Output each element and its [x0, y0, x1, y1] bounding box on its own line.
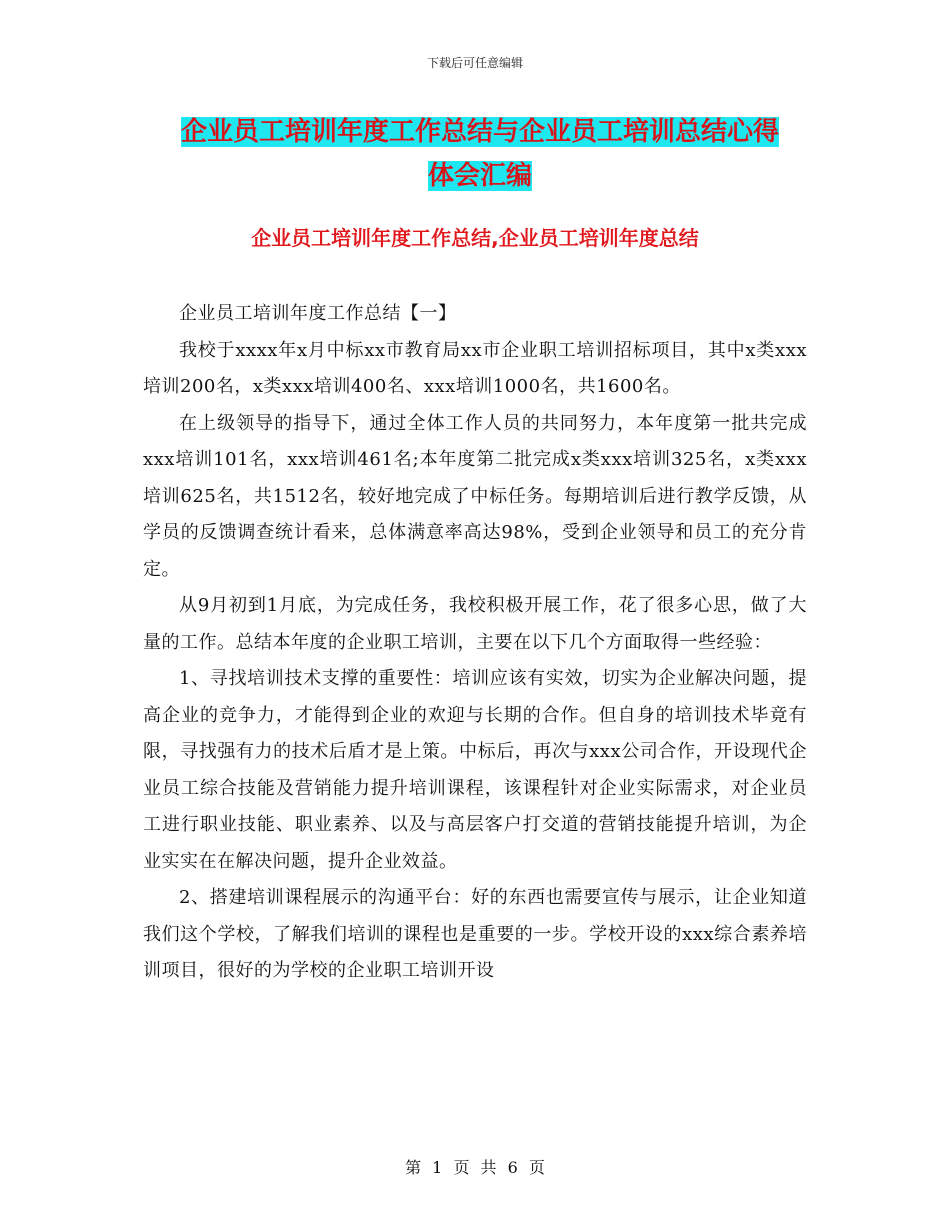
paragraph: 在上级领导的指导下，通过全体工作人员的共同努力，本年度第一批共完成xxx培训101名，xxx培训461名;本年度第二批完成x类xxx培训325名，x类xxx培训625名，共1512名，较好地完成了中标任务。每期培训后进行教学反馈，从学员的反馈调查统计看来，总体满意率高达98%，受到企业领导和员工的充分肯定。 [143, 412, 807, 580]
paragraph: 1、寻找培训技术支撑的重要性：培训应该有实效，切实为企业解决问题，提高企业的竞争力，才能得到企业的欢迎与长期的合作。但自身的培训技术毕竟有限，寻找强有力的技术后盾才是上策。中标后，再次与xxx公司合作，开设现代企业员工综合技能及营销能力提升培训课程，该课程针对企业实际需求，对企业员工进行职业技能、职业素养、以及与高层客户打交道的营销技能提升培训，为企业实实在在解决问题，提升企业效益。 [143, 668, 807, 872]
paragraph-heading: 企业员工培训年度工作总结【一】 [179, 303, 457, 324]
document-title-line-1: 企业员工培训年度工作总结与企业员工培训总结心得 [180, 117, 779, 147]
page-header-note: 下载后可任意编辑 [426, 56, 523, 70]
page-number: 第 1 页 共 6 页 [405, 1158, 545, 1177]
document-title-line-2: 体会汇编 [427, 161, 532, 191]
document-title [140, 110, 820, 198]
document-body [143, 296, 807, 990]
section-title: 企业员工培训年度工作总结,企业员工培训年度总结 [251, 226, 699, 250]
paragraph: 2、搭建培训课程展示的沟通平台：好的东西也需要宣传与展示，让企业知道我们这个学校，了解我们培训的课程也是重要的一步。学校开设的xxx综合素养培训项目，很好的为学校的企业职工培训开设 [143, 887, 807, 981]
paragraph: 我校于xxxx年x月中标xx市教育局xx市企业职工培训招标项目，其中x类xxx培训200名，x类xxx培训400名、xxx培训1000名，共1600名。 [143, 339, 807, 397]
paragraph: 从9月初到1月底，为完成任务，我校积极开展工作，花了很多心思，做了大量的工作。总结本年度的企业职工培训，主要在以下几个方面取得一些经验： [143, 595, 807, 653]
